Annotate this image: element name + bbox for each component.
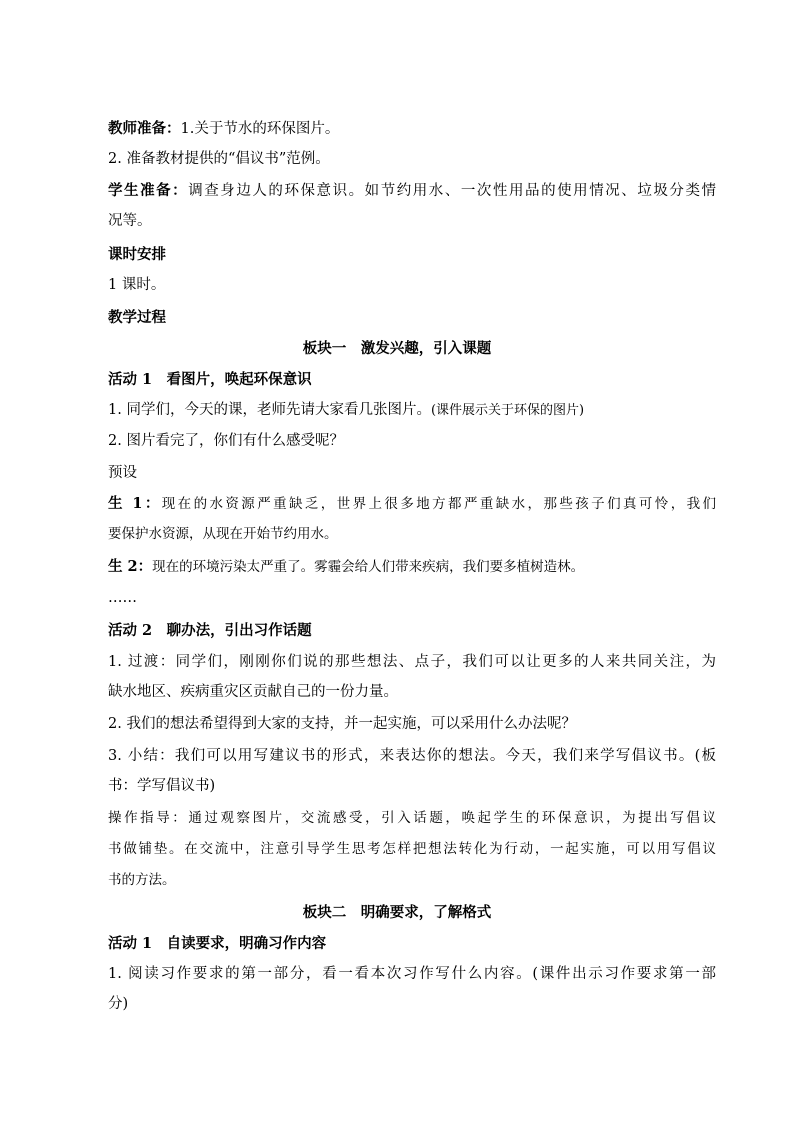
student-1-label: 生 1：: [108, 495, 162, 512]
guidance-line-1: 操作指导：通过观察图片，交流感受，引入话题，唤起学生的环保意识，为提出写倡议: [108, 810, 716, 826]
activity-2-1-step-1-cont: 分): [108, 996, 129, 1012]
student-prep-continuation: 况等。: [108, 213, 152, 229]
activity-2-1-step-1: 1. 阅读习作要求的第一部分，看一看本次习作写什么内容。(课件出示习作要求第一部: [108, 966, 716, 982]
activity-2-1-heading: 活动 1 自读要求，明确习作内容: [108, 935, 327, 952]
step-note: (课件展示关于环保的图片): [430, 403, 585, 418]
student-1-answer: [108, 493, 716, 515]
lesson-time-text: 1 课时。: [108, 277, 166, 293]
ellipsis: ……: [108, 590, 137, 606]
student-prep-line: [108, 180, 716, 202]
teacher-prep-label: 教师准备：: [108, 120, 181, 137]
student-2-text: 现在的环境污染太严重了。雾霾会给人们带来疾病，我们要多植树造林。: [152, 559, 585, 575]
preset-label: 预设: [108, 465, 137, 481]
step-text: 1. 同学们，今天的课，老师先请大家看几张图片。: [108, 402, 431, 418]
activity-1-2-step-1-cont: 缺水地区、疾病重灾区贡献自己的一份力量。: [108, 684, 398, 700]
activity-1-1-heading: 活动 1 看图片，唤起环保意识: [108, 371, 312, 388]
guidance-line-2: 书做铺垫。在交流中，注意引导学生思考怎样把想法转化为行动，一起实施，可以用写倡议: [108, 841, 716, 857]
student-2-label: 生 2：: [108, 558, 153, 575]
teacher-prep-line: [108, 118, 718, 140]
teacher-prep-item-2: 2. 准备教材提供的“倡议书”范例。: [108, 151, 330, 167]
lesson-time-heading: 课时安排: [108, 246, 166, 263]
student-1-text: 现在的水资源严重缺乏，世界上很多地方都严重缺水，那些孩子们真可怜，我们: [161, 496, 717, 512]
student-1-continuation: 要保护水资源，从现在开始节约用水。: [108, 526, 338, 542]
student-prep-label: 学生准备：: [108, 182, 189, 199]
activity-1-2-step-3-cont: 书：学写倡议书): [108, 778, 216, 794]
activity-1-1-step-1: [108, 399, 718, 422]
teaching-process-heading: 教学过程: [108, 309, 166, 326]
activity-1-1-step-2: 2. 图片看完了，你们有什么感受呢？: [108, 433, 344, 449]
guidance-line-3: 书的方法。: [108, 872, 176, 888]
activity-1-2-step-1: 1. 过渡：同学们，刚刚你们说的那些想法、点子，我们可以让更多的人来共同关注，为: [108, 654, 716, 670]
activity-1-2-step-3: 3. 小结：我们可以用写建议书的形式，来表达你的想法。今天，我们来学写倡议书。(板: [108, 748, 716, 764]
student-2-answer: [108, 556, 718, 578]
activity-1-2-heading: 活动 2 聊办法，引出习作话题: [108, 622, 312, 639]
section-1-title: 板块一 激发兴趣，引入课题: [302, 340, 492, 357]
activity-1-2-step-2: 2. 我们的想法希望得到大家的支持，并一起实施，可以采用什么办法呢？: [108, 716, 576, 732]
teacher-prep-text: 1.关于节水的环保图片。: [180, 121, 340, 137]
section-2-title: 板块二 明确要求，了解格式: [302, 904, 492, 921]
student-prep-text: 调查身边人的环保意识。如节约用水、一次性用品的使用情况、垃圾分类情: [188, 183, 716, 199]
